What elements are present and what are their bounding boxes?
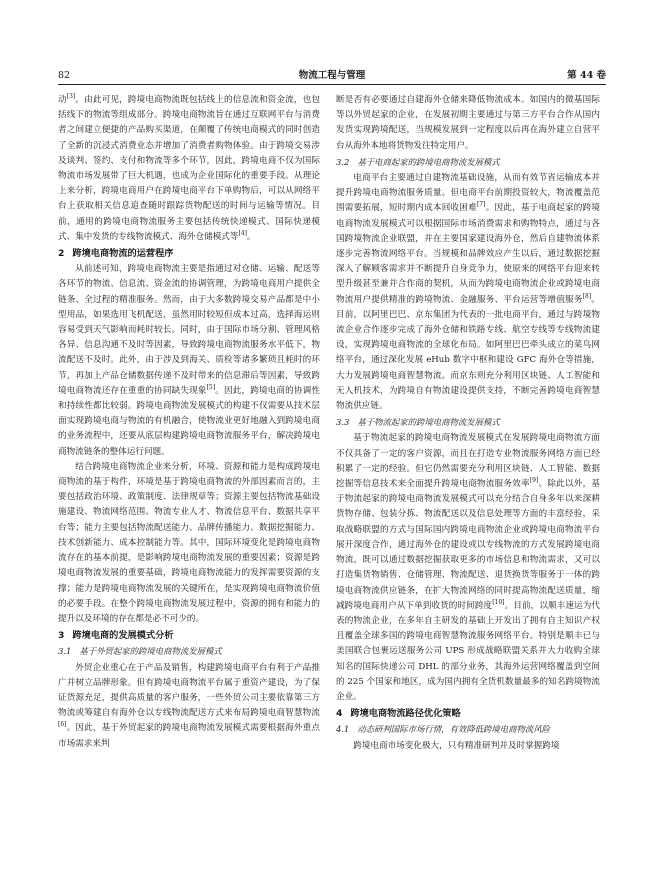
citation[interactable]: [7]	[476, 201, 486, 209]
citation[interactable]: [4]	[238, 229, 247, 237]
citation[interactable]: [6]	[58, 721, 67, 729]
paragraph: 从前述可知，跨境电商物流主要是指通过对仓储、运输、配送等各环节的物流、信息流、资金流的协调管理，为跨境电商用户提供全链条、全过程的精准服务。然而，由于大多数跨境交易产品都是中小型用品，如果选用飞机配送，虽然用时较短但成本过高，选择海运则容易受到天气影响而耗时较长。同时，由于国际市场分割、管理风格各异、信息沟通不及时等因素，导致跨境电商物流服务水平低下，物流配送不及时。此外，由于涉及到海关、质检等诸多繁琐且耗时的环节，再加上产品仓储数据传递不及时带来的信息滞后等因素，导致跨境电商物流还存在重重的协同缺失现象[5]。因此，跨境电商的协调性和持续性都比较弱。跨境电商物流发展模式的构建不仅需要从技术层面实现跨境电商与物流的有机融合，使物流业更好地融入到跨境电商的业务流程中，还要从底层构建跨境电商物流服务平台，解决跨境电商物流链条的整体运行问题。	[58, 264, 320, 457]
running-header	[58, 66, 606, 85]
paragraph: 动[3]。由此可见，跨境电商物流既包括线上的信息流和资金流，也包括线下的物流等组成部分。跨境电商物流旨在通过互联网平台与消费者之间建立便捷的产品购买渠道，在颠覆了传统电商模式的同时创造了全新的沉浸式消费业态并增加了消费者购物体验。由于跨境交易涉及谈判、签约、支付和物流等多个环节，因此，跨境电商不仅为国际物流市场发展带了巨大机遇，也成为企业国际化的重要手段。从理论上来分析，跨境电商用户在跨境电商平台下单购物后，可以从网络平台上获取相关信息追查随时跟踪货物配送的时间与运输等情况。目前，通用的跨境电商物流服务主要包括传统快递模式、国际快递模式、集中发货的专线物流模式、海外仓储模式等[4]。	[58, 93, 320, 242]
citation[interactable]: [3]	[66, 93, 76, 101]
right-column	[336, 93, 600, 863]
citation[interactable]: [9]	[529, 477, 539, 485]
paragraph: 外贸企业重心在于产品及销售，构建跨境电商平台有利于产品推广并树立品牌形象。但有跨境电商物流平台属于重资产建设，为了保证货源充足，提供高质量的客户服务，一些外贸公司主要依靠第三方物流或筹建自有海外仓以专线物流配送方式来布局跨境电商智慧物流[6]。因此，基于外贸起家的跨境电商物流发展模式需要根据海外重点市场需求来判	[58, 662, 320, 749]
subsection-heading: 3.3 基于物流起家的跨境电商物流发展模式	[336, 417, 500, 428]
citation[interactable]: [10]	[492, 598, 505, 606]
paragraph: 跨境电商市场变化极大，只有精准研判并及时掌握跨境	[353, 740, 560, 751]
paragraph: 断是否有必要通过自建海外仓储来降低物流成本。如国内的微基国际等以外贸起家的企业，在发展初期主要通过与第三方平台合作从国内发货实现跨境配送，当规模发展到一定程度以后再在海外建立自营平台从海外本地将货物发往特定用户。	[336, 95, 600, 151]
citation[interactable]: [8]	[582, 292, 592, 300]
paragraph: 基于物流起家的跨境电商物流发展模式在发展跨境电商物流方面不仅具备了一定的客户资源，而且在打造专业物流服务网络方面已经积累了一定的经验。但它仍然需要充分利用区块链、人工智能、数据挖掘等信息技术来全面提升跨境电商物流服务效率[9]。除此以外，基于物流起家的跨境电商物流发展模式可以充分结合自身多年以来深耕货物存储、包装分拣、物流配送以及信息处理等方面的丰富经验，采取战略联盟的方式与国际国内跨境电商物流企业或跨境电商物流平台展开深度合作，通过海外仓的建设或以专线物流的方式发展跨境电商物流，既可以通过数据挖掘获取更多的市场信息和物流需求，又可以打造集货物销售、仓储管理、物流配送、退货换货等服务于一体的跨境电商物流供应链条，在扩大物流网络的同时提高物流配送质量，缩减跨境电商用户从下单到收货的时间跨度[10]。目前，以顺丰速运为代表的物流企业，在多年自主研发的基础上开发出了拥有自主知识产权且覆盖全球多国的跨境电商智慧物流服务网络平台。特别是顺丰已与美国联合包裹运送服务公司 UPS 形成战略联盟关系并大力收购全球知名的国际快递公司 DHL 的部分业务，其海外运营网络覆盖到空间的 225 个国家和地区，成为国内拥有全货机数量最多的知名跨境物流企业。	[336, 433, 600, 702]
section-heading: 3 跨境电商的发展模式分析	[58, 630, 174, 642]
paragraph: 电商平台主要通过自建物流基础设施，从而有效节省运输成本并提升跨境电商物流服务质量。但电商平台前期投资较大，物流覆盖范围需要拓展，短时期内成本回收困难[7]。因此，基于电商起家的跨境电商物流发展模式可以根据国际市场消费需求和购物特点，通过与各国跨境物流企业联盟，并在主要国家建设海外仓，然后自建物流体系逐步完善物流网络平台。当规模和品牌效应产生以后，通过数据挖掘深入了解顾客需求并不断提升自身竞争力，使原来的网络平台迎来转型升级甚至兼并合作商的契机，从而为跨境电商物流企业或跨境电商物流用户提供精准的跨境物流、金融服务、平台运营等增值服务[8]。目前，以阿里巴巴、京东集团为代表的一批电商平台，通过与跨境物流企业合作逐步完成了海外仓储和铁路专线、航空专线等专线物流建设，实现跨境电商物流的全球化布局。如阿里巴巴牵头成立的菜鸟网络平台，通过深化发展 eHub 数字中枢和建设 GFC 海外仓等措施，大力发展跨境电商智慧物流。而京东则充分利用区块链、人工智能和无人机技术，为跨境自有物流建设提供支持，不断完善跨境电商智慧物流供应链。	[336, 173, 600, 412]
volume-label: 第 44 卷	[567, 70, 606, 81]
citation[interactable]: [5]	[206, 384, 216, 391]
journal-title: 物流工程与管理	[298, 70, 366, 81]
section-heading: 4 跨境电商物流路径优化策略	[336, 708, 461, 720]
subsection-heading: 4.1 动态研判国际市场行情，有效降低跨境电商物流风险	[336, 724, 550, 735]
subsection-heading: 3.1 基于外贸起家的跨境电商物流发展模式	[58, 646, 222, 657]
section-heading: 2 跨境电商物流的运营程序	[58, 248, 174, 260]
left-column	[58, 93, 320, 863]
subsection-heading: 3.2 基于电商起家的跨境电商物流发展模式	[336, 156, 500, 167]
page-number: 82	[58, 70, 71, 81]
paragraph: 结合跨境电商物流企业来分析，环境、资源和能力是构成跨境电商物流的基于构件，环境是基于跨境电商物流的外部因素而言的，主要包括政治环境、政策制度、法律规章等；资源主要包括物流基础设施建设、物流网络范围、物流专业人才、物流信息平台、数据共享平台等；能力主要包括物流配送能力、品牌传播能力、数据挖掘能力、技术创新能力、成本控制能力等。其中，国际环境变化是跨境电商物流存在的基本前提，是影响跨境电商物流发展的重要因素；资源是跨境电商物流发展的重要基础，跨境电商物流能力的发挥需要资源的支撑；能力是跨境电商物流发展的关键所在，是实现跨境电商物流价值的必要手段。在整个跨境电商物流发展过程中，资源的拥有和能力的提升以及环境的存在都是必不可少的。	[58, 461, 320, 624]
